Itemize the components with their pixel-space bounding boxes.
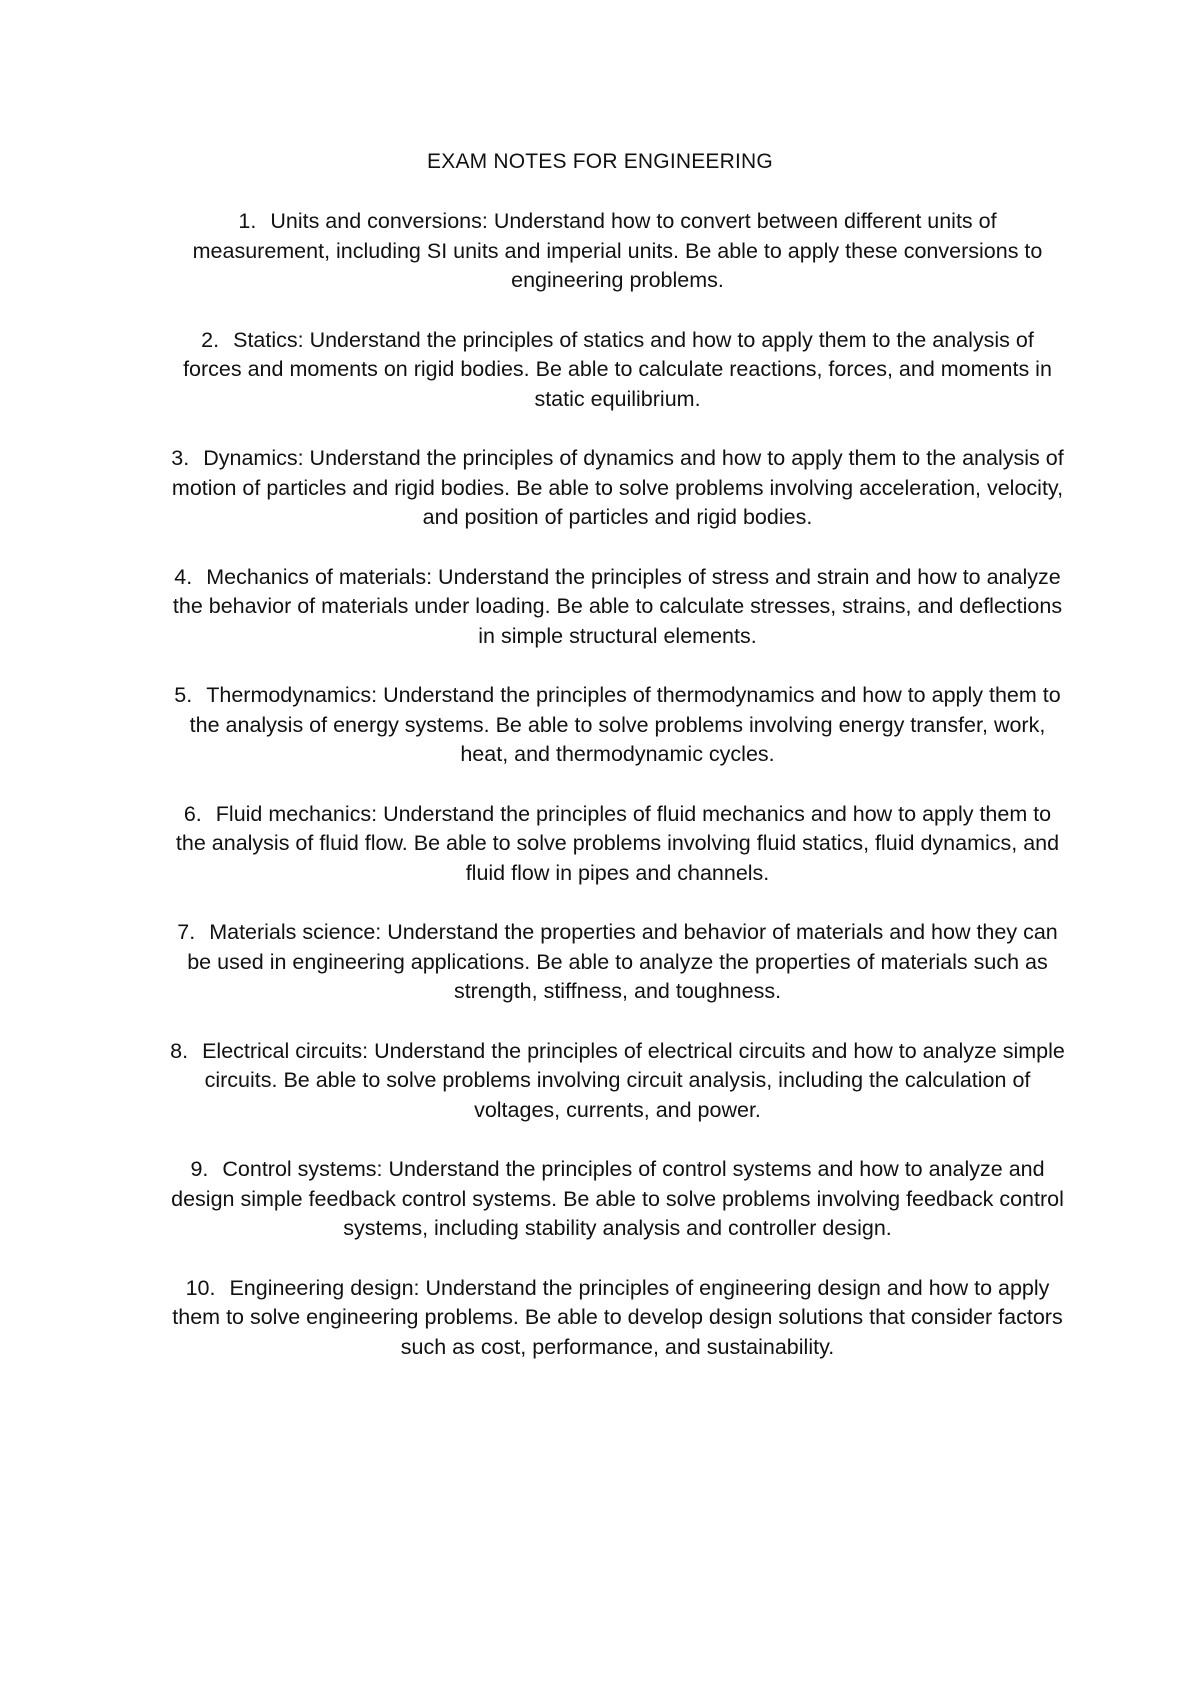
list-item xyxy=(170,1274,1065,1363)
list-item xyxy=(170,444,1065,533)
item-number: 1. xyxy=(238,209,257,233)
list-item xyxy=(170,207,1065,296)
list-item xyxy=(170,563,1065,652)
list-item xyxy=(170,681,1065,770)
item-text: Statics: Understand the principles of statics and how to apply them to the analysis of forces and moments on rigid bodies. Be able to calculate reactions, forces, and moments in static equilibrium. xyxy=(183,327,1052,411)
item-text: Mechanics of materials: Understand the principles of stress and strain and how to analyze the behavior of materials under loading. Be able to calculate stresses, strains, and deflections in simple structural elements. xyxy=(172,564,1063,648)
list-item xyxy=(170,326,1065,415)
item-text: Dynamics: Understand the principles of dynamics and how to apply them to the analysis of motion of particles and rigid bodies. Be able to solve problems involving acceleration, velocity, and position of particles and rigid bodies. xyxy=(171,446,1064,529)
item-number: 4. xyxy=(174,564,193,589)
list-item xyxy=(170,1155,1065,1244)
item-text: Thermodynamics: Understand the principles of thermodynamics and how to apply them to the analysis of energy systems. Be able to solve problems involving energy transfer, work, heat, and thermodynamic cycles. xyxy=(189,683,1061,766)
item-text: Materials science: Understand the properties and behavior of materials and how they can be used in engineering applications. Be able to analyze the properties of materials such as strength, stiffness, and toughness. xyxy=(187,920,1058,1003)
item-text: Units and conversions: Understand how to convert between different units of measurement, including SI units and imperial units. Be able to apply these conversions to engineering problems. xyxy=(192,209,1043,292)
item-text: Control systems: Understand the principles of control systems and how to analyze and design simple feedback control systems. Be able to solve problems involving feedback control systems, including stability analysis and controller design. xyxy=(171,1157,1064,1240)
item-number: 7. xyxy=(177,920,196,944)
item-number: 8. xyxy=(170,1038,189,1063)
list-item xyxy=(170,800,1065,889)
list-item xyxy=(170,918,1065,1007)
item-text: Fluid mechanics: Understand the principles of fluid mechanics and how to apply them to the analysis of fluid flow. Be able to solve problems involving fluid statics, fluid dynamics, and fluid flow in pipes and channels. xyxy=(175,801,1060,885)
item-number: 6. xyxy=(183,801,202,826)
item-number: 9. xyxy=(190,1157,209,1181)
notes-list xyxy=(170,207,1065,1392)
page-title: EXAM NOTES FOR ENGINEERING xyxy=(427,150,773,173)
item-text: Engineering design: Understand the principles of engineering design and how to apply them to solve engineering problems. Be able to develop design solutions that consider factors such as cost, performance, and sustainability. xyxy=(172,1275,1063,1359)
item-number: 3. xyxy=(171,446,190,470)
item-number: 10. xyxy=(185,1275,216,1300)
list-item xyxy=(170,1037,1065,1126)
item-text: Electrical circuits: Understand the principles of electrical circuits and how to analyze simple circuits. Be able to solve problems involving circuit analysis, including the calculation of voltages, currents, and power. xyxy=(202,1038,1065,1122)
item-number: 2. xyxy=(201,327,220,352)
item-number: 5. xyxy=(174,683,193,707)
